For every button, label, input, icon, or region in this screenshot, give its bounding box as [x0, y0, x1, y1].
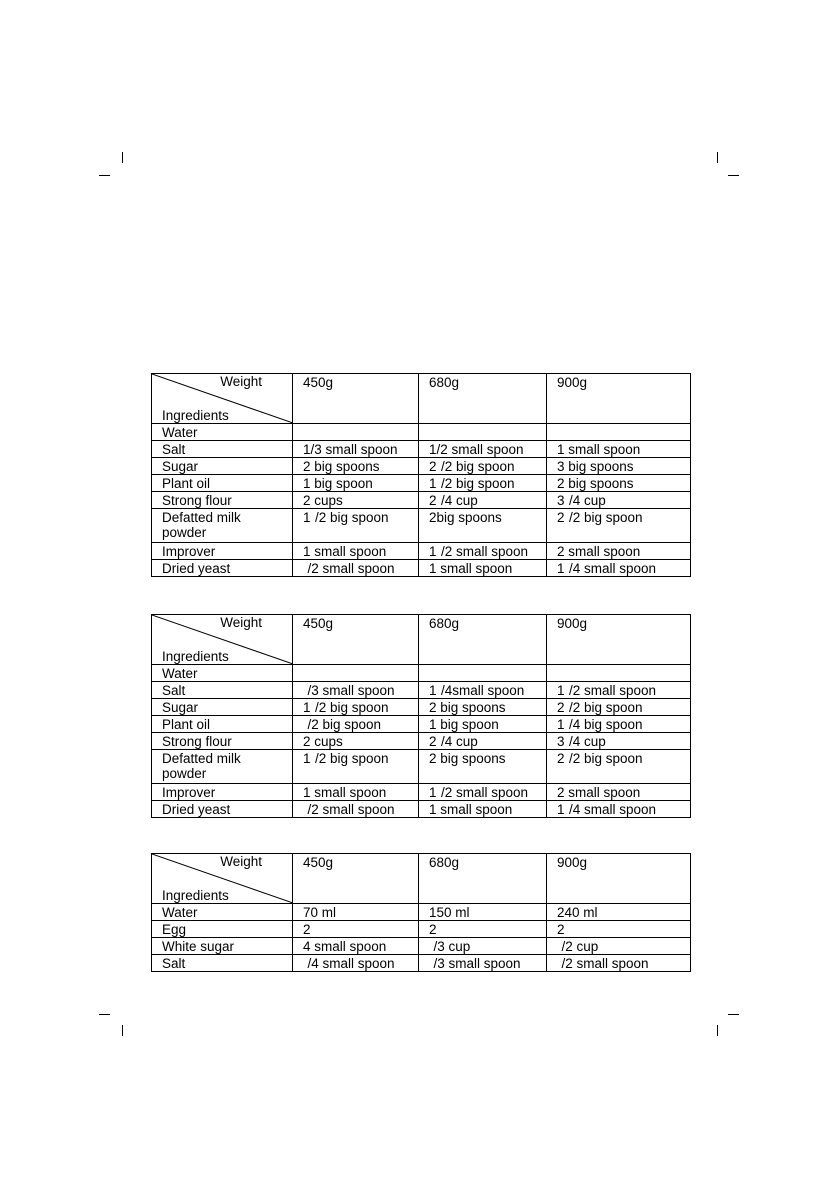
amount-cell [547, 801, 691, 818]
amount-numerator [565, 682, 569, 685]
recipe-table-3 [151, 853, 691, 972]
ingredient-name: Strong flour [152, 733, 293, 750]
table-row [152, 509, 691, 543]
ingredient-name: Sugar [152, 458, 293, 475]
amount-text: 150 ml [429, 905, 470, 920]
table-row [152, 441, 691, 458]
amount-text: /2 small spoon [440, 544, 529, 559]
amount-text: /2 big spoon [440, 459, 515, 474]
amount-numerator [437, 492, 441, 495]
amount-text: /2 small spoon [561, 956, 649, 971]
amount-whole: 2 [429, 493, 437, 508]
amount-cell [293, 699, 419, 716]
table-row [152, 560, 691, 577]
recipe-table-2 [151, 614, 691, 818]
amount-whole: 1 [303, 751, 311, 766]
amount-cell [547, 458, 691, 475]
table-row [152, 938, 691, 955]
crop-mark-bottom-right-h [728, 1014, 739, 1015]
ingredient-name: Improver [152, 784, 293, 801]
ingredient-name: White sugar [152, 938, 293, 955]
weight-label: Weight [220, 615, 262, 630]
amount-text: /2 big spoon [440, 476, 515, 491]
table-row [152, 492, 691, 509]
amount-text: /4 small spoon [307, 956, 395, 971]
header-row [152, 374, 691, 424]
amount-whole: 1 [429, 544, 437, 559]
amount-text: /4 cup [568, 493, 606, 508]
amount-numerator [303, 560, 307, 563]
amount-text: /3 small spoon [433, 956, 521, 971]
table-row [152, 921, 691, 938]
amount-cell [419, 955, 547, 972]
amount-whole: 2 [429, 734, 437, 749]
amount-numerator [565, 560, 569, 563]
amount-text: 2 [429, 922, 437, 937]
amount-cell [293, 904, 419, 921]
amount-text: /4small spoon [440, 683, 525, 698]
amount-cell [547, 904, 691, 921]
amount-text: 1 small spoon [429, 802, 513, 817]
amount-numerator [437, 733, 441, 736]
amount-cell [419, 682, 547, 699]
ingredient-name: Salt [152, 441, 293, 458]
amount-cell [293, 750, 419, 784]
table-row [152, 750, 691, 784]
amount-text: /2 big spoon [568, 700, 643, 715]
amount-text: /2 big spoon [314, 700, 389, 715]
amount-whole: 1 [557, 683, 565, 698]
amount-numerator [303, 716, 307, 719]
amount-cell [419, 938, 547, 955]
amount-cell [419, 492, 547, 509]
amount-text: 2 small spoon [557, 544, 641, 559]
amount-text: /3 cup [433, 939, 471, 954]
crop-mark-top-right-v [717, 152, 718, 163]
crop-mark-bottom-left-h [99, 1014, 110, 1015]
amount-cell [419, 801, 547, 818]
ingredient-name: Strong flour [152, 492, 293, 509]
amount-text: 1 small spoon [303, 785, 387, 800]
weight-ingredients-corner-cell [152, 615, 293, 665]
ingredient-name: Egg [152, 921, 293, 938]
amount-cell [293, 543, 419, 560]
amount-text: 240 ml [557, 905, 598, 920]
amount-numerator [565, 801, 569, 804]
amount-cell [419, 716, 547, 733]
amount-numerator [429, 938, 433, 941]
crop-mark-bottom-right-v [717, 1025, 718, 1036]
amount-text: /4 cup [568, 734, 606, 749]
amount-numerator [437, 475, 441, 478]
amount-text: /4 cup [440, 734, 478, 749]
amount-text: 2 [557, 922, 565, 937]
amount-text: /4 big spoon [568, 717, 643, 732]
amount-numerator [557, 955, 561, 958]
amount-cell [419, 509, 547, 543]
table-row [152, 475, 691, 492]
amount-cell [293, 716, 419, 733]
amount-text: /2 small spoon [568, 683, 657, 698]
amount-cell [419, 904, 547, 921]
amount-cell [419, 424, 547, 441]
amount-cell [547, 733, 691, 750]
amount-text: /2 small spoon [307, 561, 395, 576]
amount-text: 2 cups [303, 734, 343, 749]
ingredient-name: Defatted milk powder [152, 509, 293, 543]
column-header: 900g [547, 374, 691, 424]
amount-cell [547, 560, 691, 577]
amount-cell [547, 955, 691, 972]
table-row [152, 699, 691, 716]
amount-whole: 2 [429, 459, 437, 474]
table-row [152, 784, 691, 801]
amount-cell [547, 475, 691, 492]
amount-text: /4 cup [440, 493, 478, 508]
amount-cell [419, 733, 547, 750]
amount-text: 3 big spoons [557, 459, 634, 474]
column-header: 450g [293, 615, 419, 665]
amount-cell [293, 492, 419, 509]
amount-numerator [565, 699, 569, 702]
ingredient-name: Plant oil [152, 475, 293, 492]
amount-text: 2 small spoon [557, 785, 641, 800]
ingredients-label: Ingredients [162, 649, 229, 664]
table-row [152, 424, 691, 441]
amount-whole: 2 [557, 751, 565, 766]
amount-numerator [303, 801, 307, 804]
amount-whole: 1 [429, 683, 437, 698]
column-header: 450g [293, 374, 419, 424]
ingredients-label: Ingredients [162, 408, 229, 423]
amount-text: 2big spoons [429, 510, 502, 525]
amount-cell [293, 458, 419, 475]
amount-cell [419, 665, 547, 682]
amount-cell [293, 424, 419, 441]
table-row [152, 458, 691, 475]
column-header: 900g [547, 615, 691, 665]
crop-mark-top-left-h [99, 175, 110, 176]
amount-cell [419, 921, 547, 938]
ingredient-name: Water [152, 904, 293, 921]
amount-numerator [565, 509, 569, 512]
amount-numerator [565, 492, 569, 495]
amount-text: /2 cup [561, 939, 599, 954]
amount-numerator [565, 733, 569, 736]
amount-text: 70 ml [303, 905, 337, 920]
amount-cell [547, 921, 691, 938]
amount-numerator [311, 750, 315, 753]
ingredient-name: Water [152, 424, 293, 441]
amount-cell [293, 733, 419, 750]
amount-cell [419, 699, 547, 716]
weight-label: Weight [220, 854, 262, 869]
column-header: 680g [419, 615, 547, 665]
amount-text: /2 big spoon [307, 717, 382, 732]
amount-text: 2 big spoons [429, 751, 506, 766]
amount-text: /4 small spoon [568, 561, 657, 576]
amount-cell [293, 441, 419, 458]
table-row [152, 733, 691, 750]
amount-numerator [557, 938, 561, 941]
amount-whole: 3 [557, 734, 565, 749]
amount-whole: 1 [557, 802, 565, 817]
amount-text: /2 small spoon [307, 802, 395, 817]
amount-whole: 1 [303, 510, 311, 525]
amount-numerator [437, 784, 441, 787]
amount-numerator [437, 458, 441, 461]
amount-text: 1/3 small spoon [303, 442, 398, 457]
weight-ingredients-corner-cell [152, 854, 293, 904]
amount-whole: 2 [557, 700, 565, 715]
amount-cell [419, 441, 547, 458]
amount-cell [419, 475, 547, 492]
amount-cell [547, 784, 691, 801]
amount-cell [547, 750, 691, 784]
table-row [152, 801, 691, 818]
amount-cell [547, 441, 691, 458]
amount-text: /2 big spoon [314, 510, 389, 525]
amount-text: /2 big spoon [568, 751, 643, 766]
amount-cell [293, 665, 419, 682]
amount-whole: 1 [557, 561, 565, 576]
amount-text: 2 [303, 922, 311, 937]
amount-text: 2 cups [303, 493, 343, 508]
amount-text: /2 big spoon [314, 751, 389, 766]
column-header: 680g [419, 854, 547, 904]
amount-numerator [429, 955, 433, 958]
header-row [152, 615, 691, 665]
ingredient-name: Plant oil [152, 716, 293, 733]
crop-mark-top-left-v [122, 152, 123, 163]
table-row [152, 682, 691, 699]
column-header: 680g [419, 374, 547, 424]
ingredient-name: Sugar [152, 699, 293, 716]
amount-cell [547, 543, 691, 560]
ingredient-name: Defatted milk powder [152, 750, 293, 784]
amount-text: /4 small spoon [568, 802, 657, 817]
amount-cell [293, 682, 419, 699]
ingredient-name: Water [152, 665, 293, 682]
amount-cell [293, 955, 419, 972]
amount-cell [293, 475, 419, 492]
amount-text: 1 small spoon [557, 442, 641, 457]
amount-text: 2 big spoons [429, 700, 506, 715]
amount-cell [547, 492, 691, 509]
amount-cell [547, 424, 691, 441]
amount-cell [547, 509, 691, 543]
table-row [152, 904, 691, 921]
amount-cell [547, 938, 691, 955]
ingredient-name: Dried yeast [152, 801, 293, 818]
ingredient-name: Salt [152, 955, 293, 972]
amount-numerator [311, 509, 315, 512]
recipe-table-1 [151, 373, 691, 577]
table-row [152, 955, 691, 972]
column-header: 900g [547, 854, 691, 904]
column-header: 450g [293, 854, 419, 904]
table-row [152, 665, 691, 682]
header-row [152, 854, 691, 904]
amount-whole: 2 [557, 510, 565, 525]
weight-label: Weight [220, 374, 262, 389]
amount-text: /2 big spoon [568, 510, 643, 525]
amount-text: 4 small spoon [303, 939, 387, 954]
amount-cell [293, 560, 419, 577]
amount-text: 1/2 small spoon [429, 442, 524, 457]
amount-text: 2 big spoons [303, 459, 380, 474]
amount-numerator [565, 750, 569, 753]
amount-numerator [303, 955, 307, 958]
amount-text: 2 big spoons [557, 476, 634, 491]
amount-whole: 1 [557, 717, 565, 732]
amount-cell [547, 716, 691, 733]
amount-cell [547, 682, 691, 699]
amount-cell [419, 458, 547, 475]
amount-cell [419, 750, 547, 784]
amount-cell [419, 543, 547, 560]
amount-whole: 1 [429, 785, 437, 800]
weight-ingredients-corner-cell [152, 374, 293, 424]
amount-numerator [303, 682, 307, 685]
amount-text: 1 big spoon [429, 717, 499, 732]
amount-text: /3 small spoon [307, 683, 395, 698]
crop-mark-top-right-h [728, 175, 739, 176]
table-row [152, 716, 691, 733]
amount-cell [419, 560, 547, 577]
amount-numerator [311, 699, 315, 702]
amount-whole: 1 [429, 476, 437, 491]
amount-cell [293, 921, 419, 938]
amount-numerator [437, 543, 441, 546]
amount-whole: 1 [303, 700, 311, 715]
table-row [152, 543, 691, 560]
amount-cell [293, 509, 419, 543]
amount-cell [547, 665, 691, 682]
ingredient-name: Improver [152, 543, 293, 560]
amount-numerator [437, 682, 441, 685]
amount-cell [293, 784, 419, 801]
crop-mark-bottom-left-v [122, 1025, 123, 1036]
ingredient-name: Dried yeast [152, 560, 293, 577]
amount-text: /2 small spoon [440, 785, 529, 800]
ingredient-name: Salt [152, 682, 293, 699]
amount-numerator [565, 716, 569, 719]
amount-cell [547, 699, 691, 716]
amount-cell [293, 801, 419, 818]
amount-text: 1 small spoon [429, 561, 513, 576]
ingredients-label: Ingredients [162, 888, 229, 903]
amount-cell [293, 938, 419, 955]
amount-text: 1 big spoon [303, 476, 373, 491]
amount-cell [419, 784, 547, 801]
amount-whole: 3 [557, 493, 565, 508]
amount-text: 1 small spoon [303, 544, 387, 559]
